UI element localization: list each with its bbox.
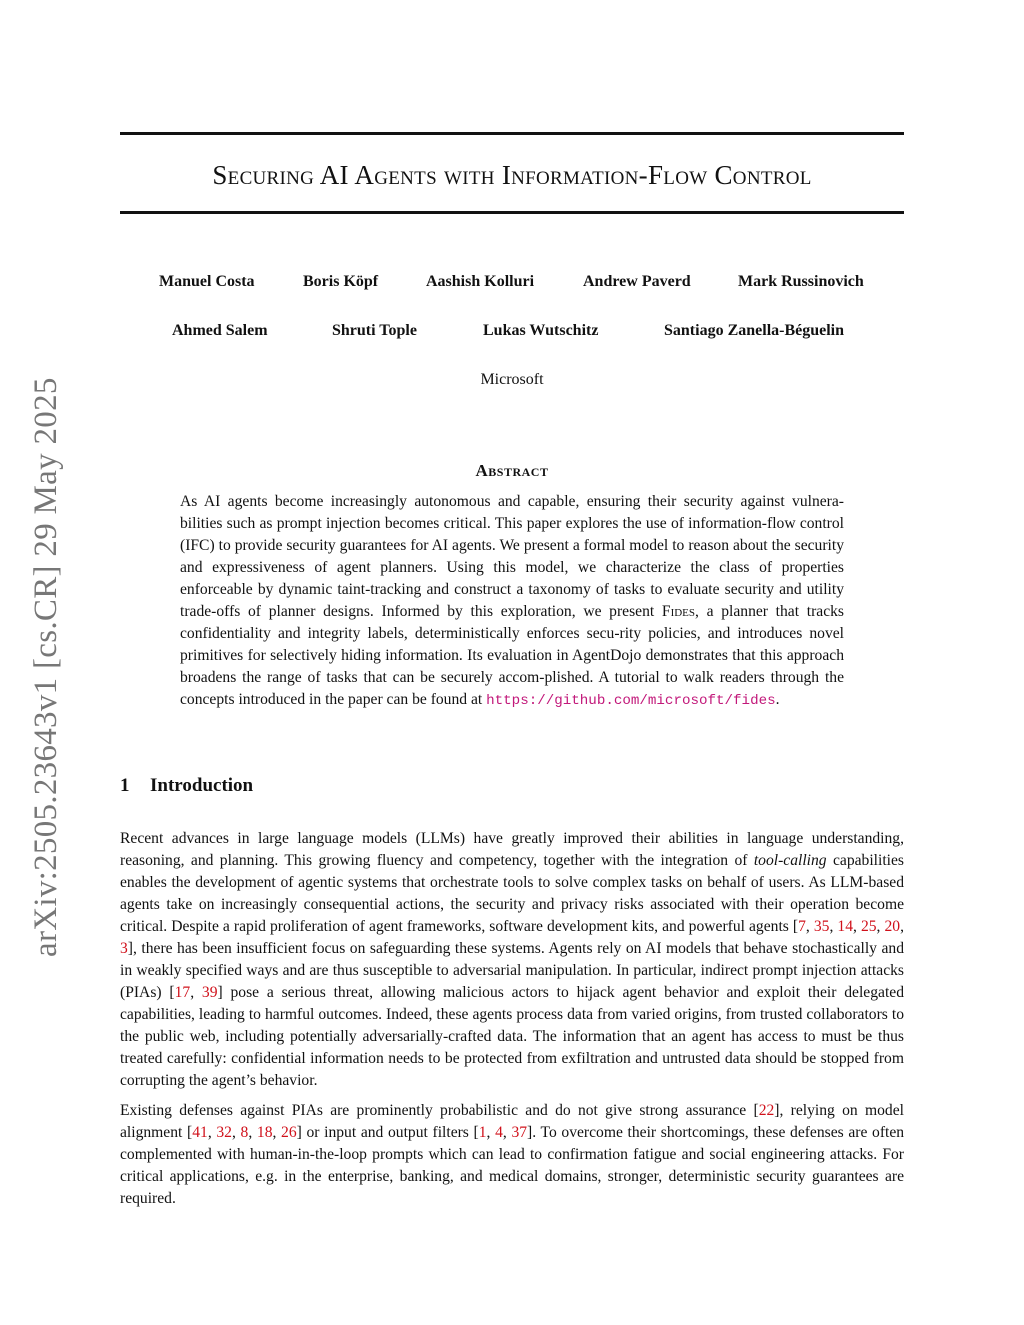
body-text: Existing defenses against PIAs are prominently probabilistic and do not give strong assurance [ <box>120 1102 759 1119</box>
abstract-text-part: . <box>775 691 780 708</box>
section-title: Introduction <box>150 775 254 796</box>
abstract-text <box>180 491 844 712</box>
emphasis-text: tool-calling <box>753 852 827 869</box>
authors-row-1 <box>0 273 1024 295</box>
authors-row-2 <box>0 322 1024 344</box>
citation-link[interactable]: 17 <box>174 984 191 1001</box>
citation-link[interactable]: 41 <box>192 1124 208 1141</box>
citation-link[interactable]: 4 <box>495 1124 503 1141</box>
author-name: Santiago Zanella-Béguelin <box>664 322 845 339</box>
author-name: Andrew Paverd <box>583 273 691 290</box>
author-name: Ahmed Salem <box>172 322 268 339</box>
author-name: Lukas Wutschitz <box>483 322 599 339</box>
intro-paragraph-1: Recent advances in large language models (LLMs) have greatly improved their abilities in language understanding, reasoning, and planning. This growing fluency and competency, together with the integration of tool-calling capabilities enables the development of agentic systems that orchestrate tools to solve complex tasks on behalf of users. As LLM-based agents take on increasingly consequential actions, the security and privacy risks associated with their operation become critical. Despite a rapid proliferation of agent frameworks, software development kits, and powerful agents [7, 35, 14, 25, 20, 3], there has been insufficient focus on safeguarding these systems. Agents rely on AI models that behave stochastically and in weakly specified ways and are thus susceptible to adversarial manipulation. In particular, indirect prompt injection attacks (PIAs) [17, 39] pose a serious threat, allowing malicious actors to hijack agent behavior and exploit their delegated capabilities, leading to harmful outcomes. Indeed, these agents process data from varied origins, from trusted collaborators to the public web, including potentially adversarially-crafted data. The information that an agent has access to must be thus treated carefully: confidential information needs to be protected from exfiltration and untrusted data should be stopped from corrupting the agent’s behavior. <box>120 830 904 1089</box>
paper-title: Securing AI Agents with Information-Flow Control <box>212 160 812 190</box>
title-top-rule <box>120 132 904 135</box>
tutorial-url-link[interactable]: https://github.com/microsoft/fides <box>486 693 776 709</box>
citation-link[interactable]: 14 <box>837 918 853 935</box>
citation-link[interactable]: 25 <box>860 918 877 935</box>
title-bottom-rule <box>120 211 904 214</box>
author-name: Manuel Costa <box>159 273 255 290</box>
author-name: Aashish Kolluri <box>426 273 535 290</box>
citation-link[interactable]: 1 <box>478 1124 487 1141</box>
section-number: 1 <box>120 775 130 796</box>
body-text: ], there has been insufficient focus on safeguarding these systems. Agents rely on AI models that behave stochastically and in weakly specified ways and are thus susceptible to adversarial manipulation. In particular, indirect prompt injection attacks (PIAs) [ <box>120 940 904 1001</box>
abstract-heading: Abstract <box>475 461 549 480</box>
citation-link[interactable]: 3 <box>120 940 128 957</box>
body-text: ], relying on model alignment [ <box>120 1102 904 1141</box>
citation-link[interactable]: 7 <box>798 918 806 935</box>
citation-link[interactable]: 18 <box>256 1124 273 1141</box>
citation-link[interactable]: 37 <box>511 1124 528 1141</box>
body-text: ] or input and output filters [ <box>296 1124 479 1141</box>
author-name: Boris Köpf <box>303 273 379 290</box>
abstract-text-part: , a planner that tracks confidentiality and integrity labels, deterministically enforces secu-rity policies, and introduces novel primitives for selectively hiding information. Its evaluation in AgentDojo demonstrates that this approach broadens the range of tasks that can be securely accom-plished. A tutorial to walk readers through the concepts introduced in the paper can be found at <box>180 603 844 708</box>
citation-link[interactable]: 32 <box>216 1124 232 1141</box>
citation-link[interactable]: 22 <box>758 1102 775 1119</box>
abstract-text-part: As AI agents become increasingly autonomous and capable, ensuring their security against vulnera-bilities such as prompt injection becomes critical. This paper explores the use of information-flow control (IFC) to provide security guarantees for AI agents. We present a formal model to reason about the security and expressiveness of agent planners. Using this model, we characterize the class of properties enforceable by dynamic taint-tracking and construct a taxonomy of tasks to evaluate security and utility trade-offs of planner designs. Informed by this exploration, we present <box>180 493 844 620</box>
body-text: Recent advances in large language models (LLMs) have greatly improved their abilities in language understanding, reasoning, and planning. This growing fluency and competency, together with the integration of <box>120 830 904 869</box>
fides-name: Fides <box>661 603 696 620</box>
body-text: ] pose a serious threat, allowing malicious actors to hijack agent behavior and exploit their delegated capabilities, leading to harmful outcomes. Indeed, these agents process data from varied origins, from trusted collaborators to the public web, including potentially adversarially-crafted data. The information that an agent has access to must be thus treated carefully: confidential information needs to be protected from exfiltration and untrusted data should be stopped from corrupting the agent’s behavior. <box>120 984 904 1089</box>
section-heading <box>120 775 253 797</box>
citation-link[interactable]: 8 <box>240 1124 249 1141</box>
author-name: Shruti Tople <box>332 322 417 339</box>
citation-link[interactable]: 35 <box>813 918 830 935</box>
citation-link[interactable]: 26 <box>281 1124 297 1141</box>
citation-link[interactable]: 39 <box>201 984 218 1001</box>
author-name: Mark Russinovich <box>738 273 864 290</box>
body-text: ]. To overcome their shortcomings, these defenses are often complemented with human-in-the-loop prompts which can lead to confirmation fatigue and social engineering attacks. For critical applications, e.g. in the enterprise, banking, and medical domains, stronger, deterministic security guarantees are required. <box>120 1124 905 1207</box>
intro-paragraph-2: Existing defenses against PIAs are prominently probabilistic and do not give strong assurance [22], relying on model alignment [41, 32, 8, 18, 26] or input and output filters [1, 4, 37]. To overcome their shortcomings, these defenses are often complemented with human-in-the-loop prompts which can lead to confirmation fatigue and social engineering attacks. For critical applications, e.g. in the enterprise, banking, and medical domains, stronger, deterministic security guarantees are required. <box>120 1102 905 1207</box>
body-text: capabilities enables the development of agentic systems that orchestrate tools to solve complex tasks on behalf of users. As LLM-based agents take on increasingly consequential actions, the security and privacy risks associated with their operation become critical. Despite a rapid proliferation of agent frameworks, software development kits, and powerful agents [ <box>120 852 904 935</box>
affiliation: Microsoft <box>480 371 544 388</box>
citation-link[interactable]: 20 <box>884 918 901 935</box>
arxiv-identifier: arXiv:2505.23643v1 [cs.CR] 29 May 2025 <box>28 377 64 957</box>
